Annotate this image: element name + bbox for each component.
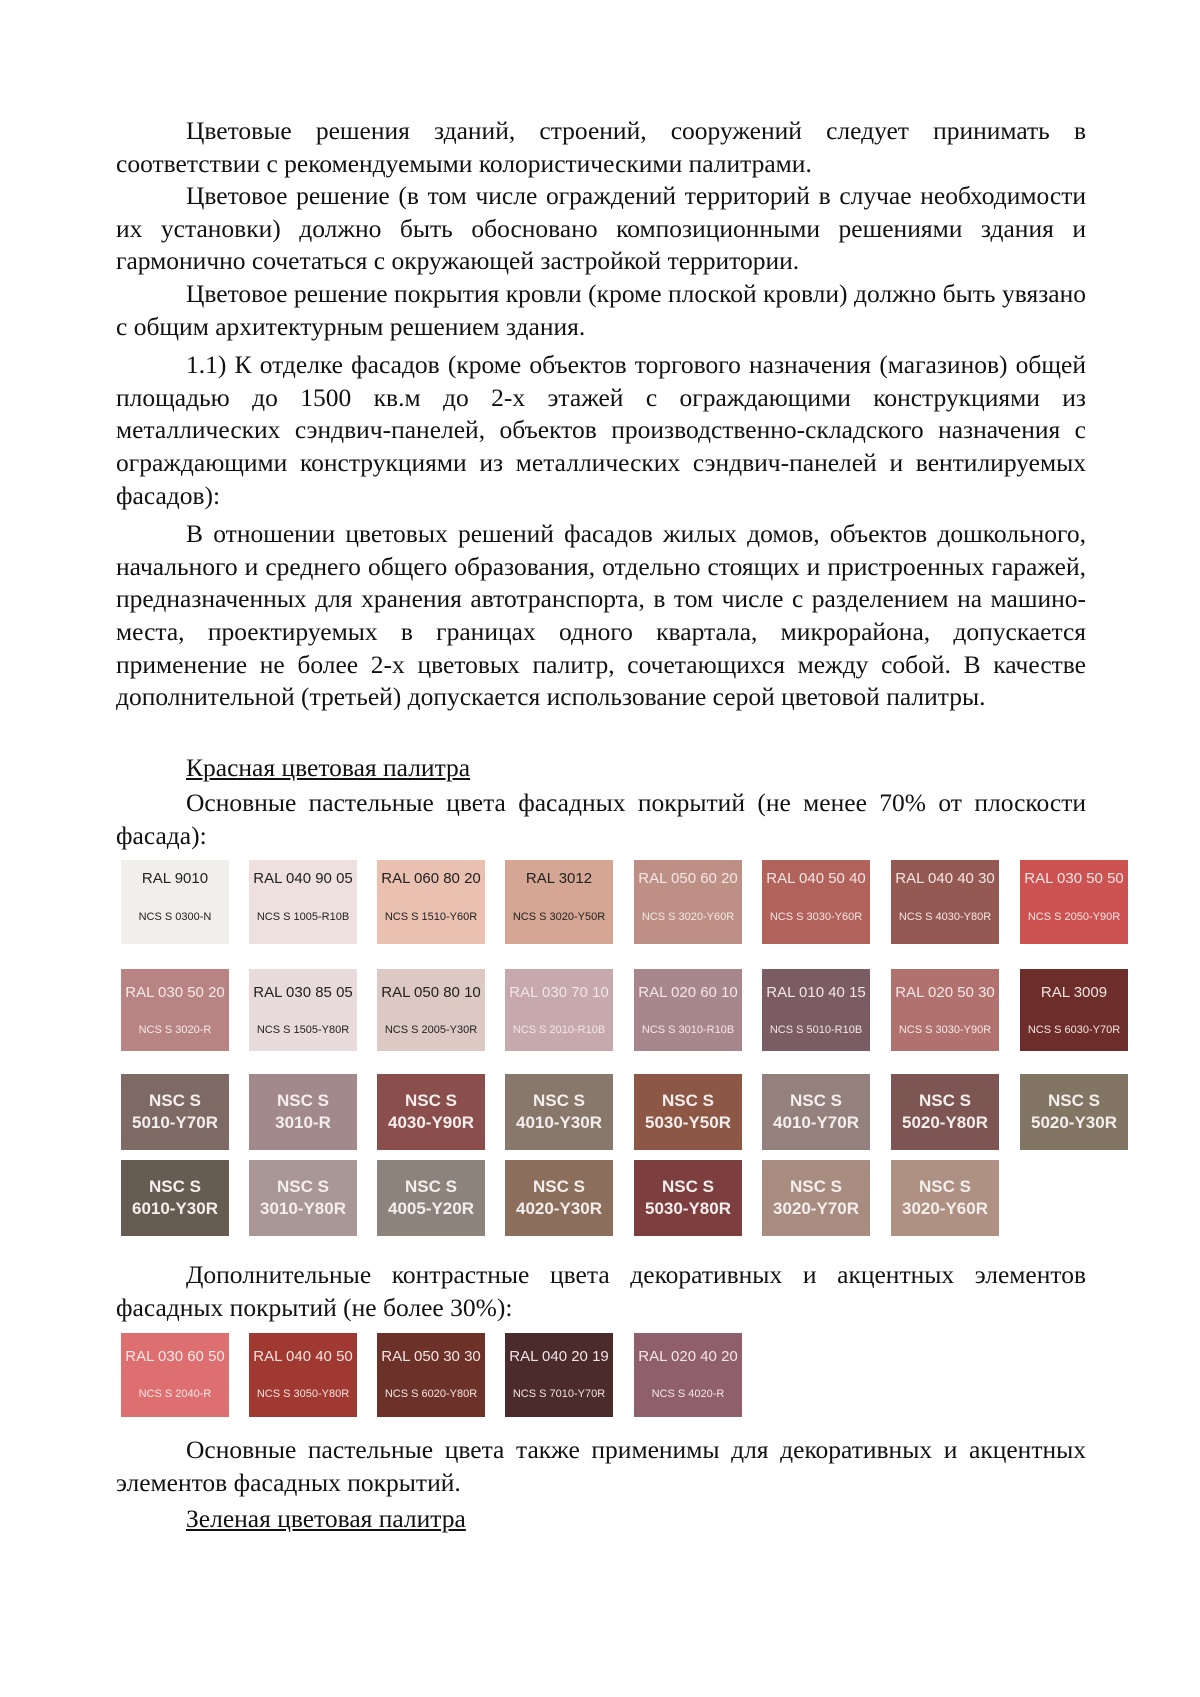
color-swatch [377, 860, 485, 944]
color-swatch [377, 1074, 485, 1150]
color-swatch [634, 1160, 742, 1236]
swatch-ral-label: RAL 030 50 20 [125, 984, 225, 1001]
color-swatch [634, 860, 742, 944]
swatch-ral-label: RAL 020 60 10 [638, 984, 738, 1001]
color-swatch [249, 969, 357, 1051]
color-swatch [505, 969, 613, 1051]
color-swatch [762, 860, 870, 944]
swatch-ncs-label: NCS S 0300-N [138, 911, 212, 923]
swatch-ncs-label: NCS S 3020-Y50R [512, 911, 606, 923]
swatch-ral-label: RAL 3009 [1040, 984, 1108, 1001]
color-swatch [249, 1074, 357, 1150]
swatch-ncs-label: NCS S 1505-Y80R [256, 1024, 350, 1036]
swatch-ral-label: RAL 030 60 50 [125, 1348, 225, 1365]
swatch-nsc-code: 3010-R [275, 1113, 331, 1132]
swatch-ncs-label: NCS S 2005-Y30R [384, 1024, 478, 1036]
swatch-ncs-label: NCS S 2010-R10B [512, 1024, 606, 1036]
color-swatch [377, 1333, 485, 1417]
swatch-ral-label: RAL 050 60 20 [638, 870, 738, 887]
swatch-ncs-label: NCS S 3030-Y60R [769, 911, 863, 923]
color-swatch [505, 1160, 613, 1236]
swatch-ncs-label: NCS S 3030-Y90R [898, 1024, 992, 1036]
swatch-ncs-label: NCS S 2050-Y90R [1027, 911, 1121, 923]
color-swatch [121, 1074, 229, 1150]
swatch-ncs-label: NCS S 6030-Y70R [1027, 1024, 1121, 1036]
intro-text [116, 115, 1086, 714]
paragraph-fencing: Цветовое решение (в том числе ограждений территорий в случае необходимости их установки) должно быть обосновано композиционными решениями здания и гармонично сочетаться с окружающей застройкой территории. [116, 181, 1086, 276]
color-swatch [121, 1160, 229, 1236]
color-swatch [762, 969, 870, 1051]
swatch-ncs-label: NCS S 2040-R [138, 1388, 212, 1400]
color-swatch [249, 1333, 357, 1417]
swatch-ral-label: RAL 020 50 30 [895, 984, 995, 1001]
swatch-ncs-label: NCS S 4030-Y80R [898, 911, 992, 923]
pastel-note-text: Основные пастельные цвета также применимы для декоративных и акцентных элементов фасадных покрытий. [116, 1435, 1086, 1497]
swatch-nsc-code: 5020-Y80R [901, 1113, 988, 1132]
swatch-ncs-label: NCS S 5010-R10B [769, 1024, 863, 1036]
color-swatch [634, 1074, 742, 1150]
swatch-nsc-code: 4005-Y20R [387, 1199, 474, 1218]
swatch-ral-label: RAL 9010 [141, 870, 209, 887]
swatch-ral-label: RAL 050 30 30 [381, 1348, 481, 1365]
swatch-nsc-prefix: NSC S [277, 1091, 329, 1110]
additional-colors-text-block [116, 1259, 1086, 1324]
swatch-nsc-code: 5020-Y30R [1030, 1113, 1117, 1132]
paragraph-palette-rules: В отношении цветовых решений фасадов жилых домов, объектов дошкольного, начального и среднего общего образования, отдельно стоящих и пристроенных гаражей, предназначенных для хранения автотранспорта, в том числе с разделением на машино-места, проектируемых в границах одного квартала, микрорайона, допускается применение не более 2-х цветовых палитр, сочетающихся между собой. В качестве дополнительной (третьей) допускается использование серой цветовой палитры. [116, 519, 1086, 712]
main-colors-text-block [116, 787, 1086, 852]
swatch-ral-label: RAL 010 40 15 [766, 984, 866, 1001]
swatch-nsc-prefix: NSC S [662, 1091, 714, 1110]
swatch-ral-label: RAL 3012 [525, 870, 593, 887]
swatch-nsc-code: 4010-Y70R [772, 1113, 859, 1132]
swatch-ral-label: RAL 040 40 30 [895, 870, 995, 887]
swatch-ncs-label: NCS S 4020-R [651, 1388, 725, 1400]
paragraph-color-solutions: Цветовые решения зданий, строений, сооружений следует принимать в соответствии с рекомендуемыми колористическими палитрами. [116, 116, 1086, 178]
swatch-nsc-prefix: NSC S [1048, 1091, 1100, 1110]
main-colors-text: Основные пастельные цвета фасадных покрытий (не менее 70% от плоскости фасада): [116, 788, 1086, 850]
swatch-ral-label: RAL 040 40 50 [253, 1348, 353, 1365]
color-swatch [121, 1333, 229, 1417]
swatch-ral-label: RAL 050 80 10 [381, 984, 481, 1001]
swatch-nsc-prefix: NSC S [919, 1177, 971, 1196]
color-swatch [891, 1160, 999, 1236]
color-swatch [121, 860, 229, 944]
swatch-ncs-label: NCS S 1005-R10B [256, 911, 350, 923]
color-swatch [891, 1074, 999, 1150]
swatch-nsc-prefix: NSC S [533, 1177, 585, 1196]
swatch-nsc-prefix: NSC S [919, 1091, 971, 1110]
paragraph-facade-finish: 1.1) К отделке фасадов (кроме объектов торгового назначения (магазинов) общей площадью до 1500 кв.м до 2-х этажей с ограждающими конструкциями из металлических сэндвич-панелей, объектов производственно-складского назначения с ограждающими конструкциями из металлических сэндвич-панелей и вентилируемых фасадов): [116, 350, 1086, 510]
color-swatch [1020, 860, 1128, 944]
swatch-ral-label: RAL 030 50 50 [1024, 870, 1124, 887]
swatch-nsc-prefix: NSC S [277, 1177, 329, 1196]
color-swatch [891, 969, 999, 1051]
color-swatch [1020, 969, 1128, 1051]
swatch-nsc-prefix: NSC S [790, 1177, 842, 1196]
swatch-ncs-label: NCS S 7010-Y70R [512, 1388, 606, 1400]
swatch-nsc-code: 3010-Y80R [259, 1199, 346, 1218]
color-swatch [505, 860, 613, 944]
color-swatch [377, 969, 485, 1051]
color-swatch [634, 1333, 742, 1417]
additional-colors-text: Дополнительные контрастные цвета декоративных и акцентных элементов фасадных покрытий (не более 30%): [116, 1260, 1086, 1322]
swatch-nsc-prefix: NSC S [149, 1091, 201, 1110]
swatch-nsc-code: 6010-Y30R [131, 1199, 218, 1218]
swatch-ncs-label: NCS S 3050-Y80R [256, 1388, 350, 1400]
green-palette-heading: Зеленая цветовая палитра [186, 1504, 466, 1533]
pastel-note-block [116, 1434, 1086, 1499]
swatch-nsc-code: 5030-Y80R [644, 1199, 731, 1218]
swatch-nsc-prefix: NSC S [533, 1091, 585, 1110]
color-swatch [891, 860, 999, 944]
color-swatch [1020, 1074, 1128, 1150]
swatch-ral-label: RAL 040 90 05 [253, 870, 353, 887]
swatch-ral-label: RAL 040 50 40 [766, 870, 866, 887]
swatch-nsc-code: 3020-Y70R [772, 1199, 859, 1218]
color-swatch [249, 860, 357, 944]
swatch-nsc-code: 4030-Y90R [387, 1113, 474, 1132]
swatch-ral-label: RAL 030 85 05 [253, 984, 353, 1001]
swatch-nsc-code: 5030-Y50R [644, 1113, 731, 1132]
swatch-nsc-prefix: NSC S [405, 1091, 457, 1110]
swatch-nsc-code: 3020-Y60R [901, 1199, 988, 1218]
swatch-ral-label: RAL 040 20 19 [509, 1348, 609, 1365]
swatch-nsc-prefix: NSC S [790, 1091, 842, 1110]
color-swatch [505, 1074, 613, 1150]
color-swatch [249, 1160, 357, 1236]
swatch-nsc-code: 5010-Y70R [131, 1113, 218, 1132]
swatch-ral-label: RAL 020 40 20 [638, 1348, 738, 1365]
swatch-ncs-label: NCS S 3010-R10B [641, 1024, 735, 1036]
swatch-ncs-label: NCS S 1510-Y60R [384, 911, 478, 923]
swatch-nsc-code: 4010-Y30R [515, 1113, 602, 1132]
color-swatch [377, 1160, 485, 1236]
swatch-nsc-prefix: NSC S [405, 1177, 457, 1196]
swatch-nsc-prefix: NSC S [149, 1177, 201, 1196]
swatch-ral-label: RAL 030 70 10 [509, 984, 609, 1001]
color-swatch [505, 1333, 613, 1417]
color-swatch [762, 1074, 870, 1150]
color-swatch [762, 1160, 870, 1236]
swatch-nsc-code: 4020-Y30R [515, 1199, 602, 1218]
red-palette-heading: Красная цветовая палитра [186, 753, 471, 782]
swatch-ncs-label: NCS S 6020-Y80R [384, 1388, 478, 1400]
swatch-ncs-label: NCS S 3020-Y60R [641, 911, 735, 923]
swatch-ncs-label: NCS S 3020-R [138, 1024, 212, 1036]
swatch-ral-label: RAL 060 80 20 [381, 870, 481, 887]
color-swatch [121, 969, 229, 1051]
paragraph-roof: Цветовое решение покрытия кровли (кроме плоской кровли) должно быть увязано с общим архитектурным решением здания. [116, 278, 1086, 341]
swatch-nsc-prefix: NSC S [662, 1177, 714, 1196]
color-swatch [634, 969, 742, 1051]
